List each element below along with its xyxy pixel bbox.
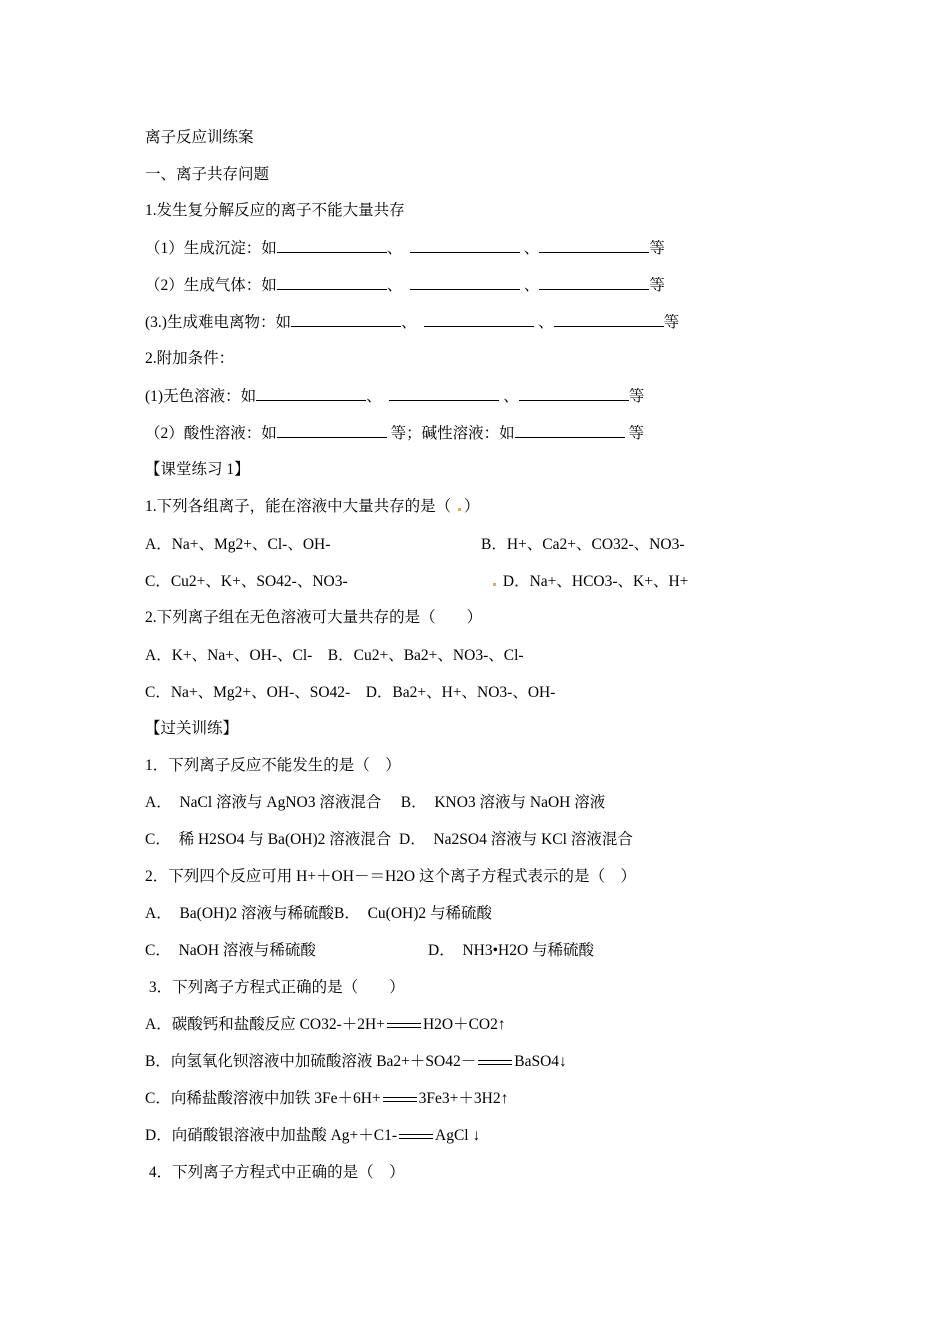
training-q3-option-c: C．向稀盐酸溶液中加铁 3Fe＋6H+ 3Fe3+＋3H2↑ [145, 1090, 509, 1107]
condition-colorless: (1)无色溶液：如 、 、 等 [145, 388, 645, 405]
practice-q1-option-b: B．H+、Ca2+、CO32-、NO3- [481, 536, 685, 553]
training-q3-stem: 3．下列离子方程式正确的是（ ） [145, 979, 405, 996]
equals-sign [399, 1134, 433, 1139]
fill-blank[interactable] [539, 275, 649, 290]
condition-acid-base: （2）酸性溶液：如 等；碱性溶液：如 等 [145, 425, 645, 442]
practice-q2-options-ab: A．K+、Na+、OH-、Cl- B．Cu2+、Ba2+、NO3-、Cl- [145, 647, 524, 664]
mark-dot [458, 508, 461, 511]
training-q1-options-cd: C． 稀 H2SO4 与 Ba(OH)2 溶液混合 D． Na2SO4 溶液与 KCl 溶液混合 [145, 831, 633, 848]
equals-sign [478, 1060, 512, 1065]
training-q2-option-d: D． NH3•H2O 与稀硫酸 [428, 942, 595, 959]
fill-blank[interactable] [424, 312, 534, 327]
fill-blank[interactable] [277, 238, 387, 253]
fill-blank[interactable] [515, 423, 625, 438]
training-q3-option-b: B．向氢氧化钡溶液中加硫酸溶液 Ba2+＋SO42－ BaSO4↓ [145, 1053, 567, 1070]
fill-blank[interactable] [277, 275, 387, 290]
fill-blank[interactable] [256, 386, 366, 401]
practice-heading: 【课堂练习 1】 [145, 461, 250, 478]
fill-blank[interactable] [291, 312, 401, 327]
doc-title: 离子反应训练案 [145, 129, 254, 146]
practice-q1-option-c: C．Cu2+、K+、SO42-、NO3- [145, 573, 348, 590]
mark-dot [493, 583, 496, 586]
practice-q1-stem: 1.下列各组离子，能在溶液中大量共存的是（ ） [145, 498, 480, 515]
training-q2-stem: 2．下列四个反应可用 H+＋OH－＝H2O 这个离子方程式表示的是（ ） [145, 868, 636, 885]
fill-blank[interactable] [554, 312, 664, 327]
item-2-heading: 2.附加条件： [145, 350, 235, 367]
practice-q1-option-d: D．Na+、HCO3-、K+、H+ [490, 572, 688, 592]
sub-item-precipitate: （1）生成沉淀：如 、 、 等 [145, 240, 665, 257]
training-q2-option-c: C． NaOH 溶液与稀硫酸 [145, 942, 316, 959]
training-q1-options-ab: A． NaCl 溶液与 AgNO3 溶液混合 B． KNO3 溶液与 NaOH 溶液 [145, 794, 606, 811]
practice-q2-stem: 2.下列离子组在无色溶液可大量共存的是（ ） [145, 609, 483, 626]
training-q2-options-ab: A． Ba(OH)2 溶液与稀硫酸B． Cu(OH)2 与稀硫酸 [145, 905, 493, 922]
fill-blank[interactable] [539, 238, 649, 253]
fill-blank[interactable] [410, 238, 520, 253]
fill-blank[interactable] [389, 386, 499, 401]
sub-item-weak-electrolyte: (3.)生成难电离物：如 、 、 等 [145, 314, 680, 331]
equals-sign [387, 1023, 421, 1028]
fill-blank[interactable] [277, 423, 387, 438]
training-q1-stem: 1．下列离子反应不能发生的是（ ） [145, 757, 401, 774]
item-1-heading: 1.发生复分解反应的离子不能大量共存 [145, 202, 405, 219]
training-q3-option-a: A．碳酸钙和盐酸反应 CO32-＋2H+ H2O＋CO2↑ [145, 1016, 506, 1033]
training-q4-stem: 4．下列离子方程式中正确的是（ ） [145, 1164, 405, 1181]
equals-sign [383, 1097, 417, 1102]
practice-q1-option-a: A．Na+、Mg2+、Cl-、OH- [145, 536, 331, 553]
sub-item-gas: （2）生成气体：如 、 、 等 [145, 277, 665, 294]
fill-blank[interactable] [410, 275, 520, 290]
training-q3-option-d: D．向硝酸银溶液中加盐酸 Ag+＋C1- AgCl ↓ [145, 1127, 481, 1144]
section-heading-ion-coexistence: 一、离子共存问题 [145, 166, 270, 183]
practice-q2-options-cd: C．Na+、Mg2+、OH-、SO42- D．Ba2+、H+、NO3-、OH- [145, 684, 556, 701]
fill-blank[interactable] [519, 386, 629, 401]
training-heading: 【过关训练】 [145, 720, 239, 737]
